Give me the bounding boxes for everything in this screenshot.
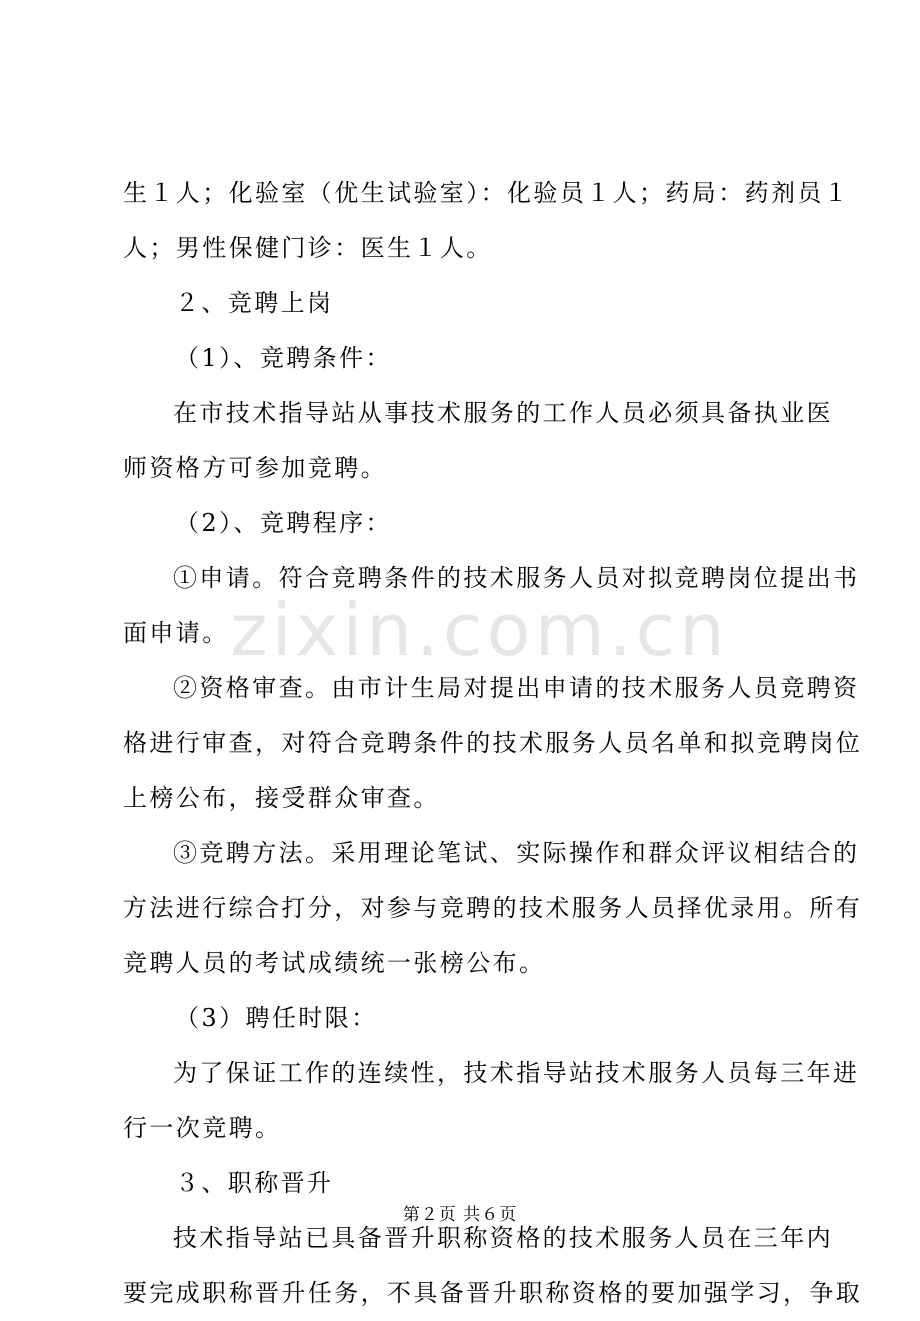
- subsection-heading: （2）、竞聘程序：: [175, 509, 392, 537]
- section-heading: ３、职称晋升: [175, 1169, 334, 1197]
- paragraph-line: 要完成职称晋升任务，不具备晋升职称资格的要加强学习，争取: [123, 1279, 863, 1307]
- paragraph-line: 为了保证工作的连续性，技术指导站技术服务人员每三年进: [173, 1059, 860, 1087]
- paragraph-line: 行一次竞聘。: [123, 1114, 282, 1142]
- paragraph-line: 格进行审查，对符合竞聘条件的技术服务人员名单和拟竞聘岗位: [123, 729, 863, 757]
- paragraph-line: 竞聘人员的考试成绩统一张榜公布。: [123, 949, 546, 977]
- page-footer: 第２页 共６页: [402, 1205, 518, 1225]
- paragraph-line: ②资格审查。由市计生局对提出申请的技术服务人员竞聘资: [173, 674, 860, 702]
- paragraph-line: ③竞聘方法。采用理论笔试、实际操作和群众评议相结合的: [173, 839, 860, 867]
- subsection-heading: （3）聘任时限：: [175, 1004, 378, 1032]
- paragraph-line: 面申请。: [123, 619, 229, 647]
- section-heading: ２、竞聘上岗: [175, 289, 334, 317]
- watermark: zixin.com.cn: [230, 588, 729, 672]
- paragraph-line: ①申请。符合竞聘条件的技术服务人员对拟竞聘岗位提出书: [173, 564, 860, 592]
- paragraph-line: 在市技术指导站从事技术服务的工作人员必须具备执业医: [173, 399, 833, 427]
- paragraph-line: 技术指导站已具备晋升职称资格的技术服务人员在三年内: [173, 1224, 833, 1252]
- text-line: 人；男性保健门诊：医生１人。: [123, 234, 493, 262]
- text-line: 生１人；化验室（优生试验室）：化验员１人；药局：药剂员１: [123, 179, 851, 207]
- paragraph-line: 方法进行综合打分，对参与竞聘的技术服务人员择优录用。所有: [123, 894, 863, 922]
- paragraph-line: 师资格方可参加竞聘。: [123, 454, 387, 482]
- paragraph-line: 上榜公布，接受群众审查。: [123, 784, 440, 812]
- document-body: [123, 166, 863, 1321]
- subsection-heading: （1）、竞聘条件：: [175, 344, 392, 372]
